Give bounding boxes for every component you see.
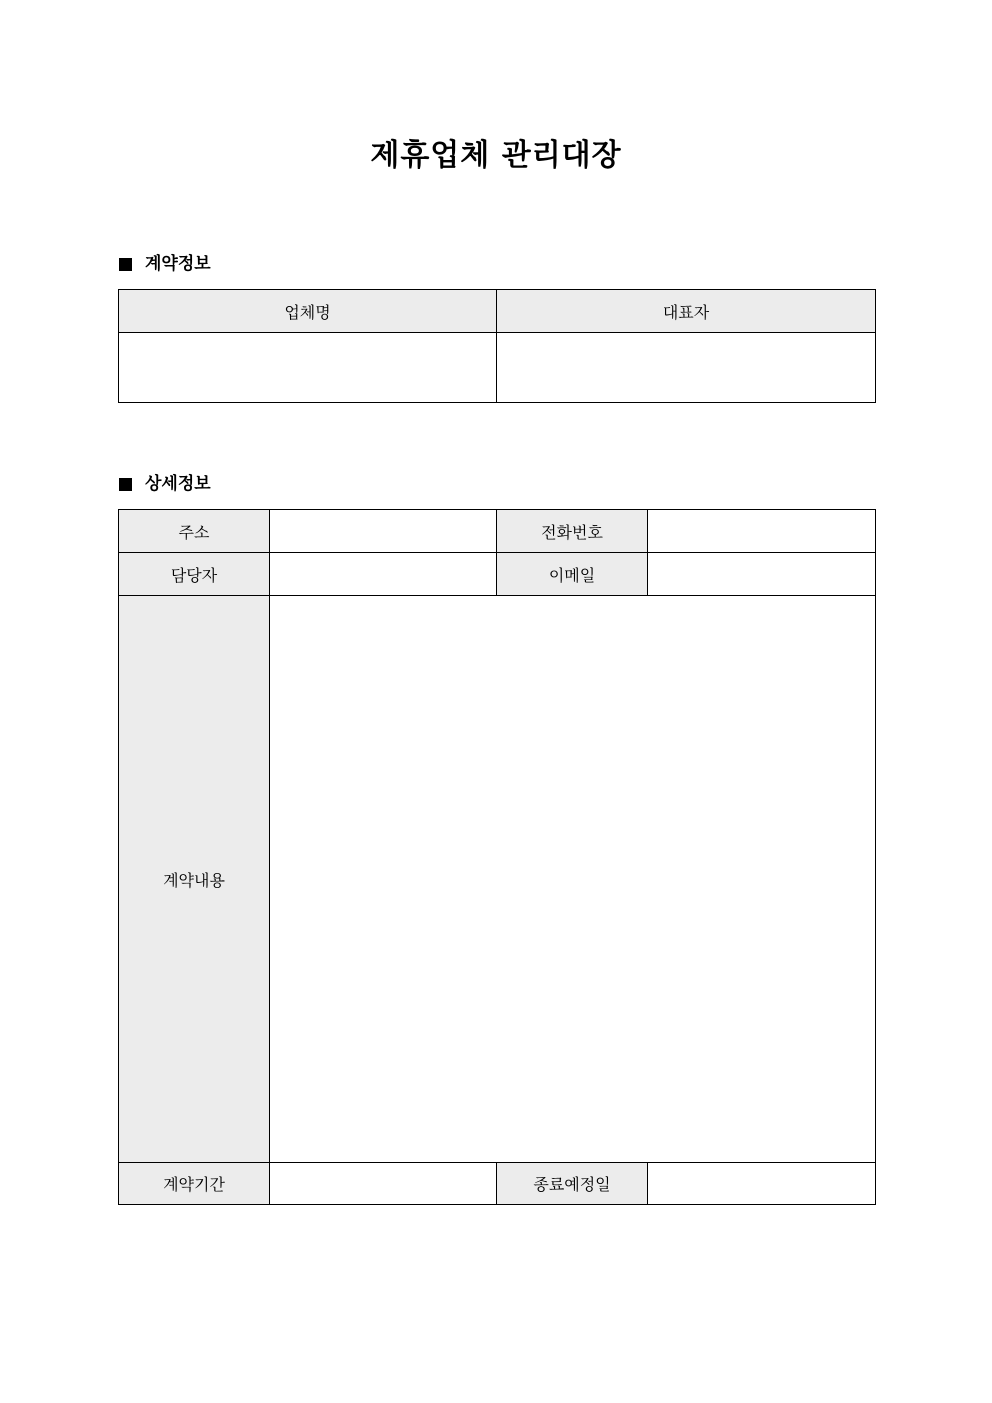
contract-period-cell[interactable]: [270, 1163, 497, 1205]
page-title: 제휴업체 관리대장: [370, 138, 622, 173]
contract-content-label: 계약내용: [119, 596, 270, 1163]
contract-info-table: [118, 289, 876, 403]
end-date-cell[interactable]: [648, 1163, 876, 1205]
period-enddate-row: [119, 1163, 876, 1205]
manager-cell[interactable]: [270, 553, 497, 596]
contract-period-label: 계약기간: [119, 1163, 270, 1205]
address-cell[interactable]: [270, 510, 497, 553]
phone-label: 전화번호: [497, 510, 648, 553]
representative-cell[interactable]: [497, 333, 876, 403]
manager-email-row: [119, 553, 876, 596]
contract-info-value-row: [119, 333, 876, 403]
square-bullet-icon: [119, 478, 132, 491]
company-name-cell[interactable]: [119, 333, 497, 403]
detail-info-table: [118, 509, 876, 1205]
contract-content-cell[interactable]: [270, 596, 876, 1163]
detail-info-heading-text: 상세정보: [145, 474, 211, 494]
square-bullet-icon: [119, 258, 132, 271]
contract-content-row: [119, 596, 876, 1163]
detail-info-heading: [119, 472, 211, 496]
representative-header: 대표자: [497, 290, 876, 333]
manager-label: 담당자: [119, 553, 270, 596]
phone-cell[interactable]: [648, 510, 876, 553]
contract-info-heading: [119, 252, 211, 276]
email-label: 이메일: [497, 553, 648, 596]
address-phone-row: [119, 510, 876, 553]
contract-info-heading-text: 계약정보: [145, 254, 211, 274]
address-label: 주소: [119, 510, 270, 553]
contract-info-header-row: [119, 290, 876, 333]
email-cell[interactable]: [648, 553, 876, 596]
end-date-label: 종료예정일: [497, 1163, 648, 1205]
company-name-header: 업체명: [119, 290, 497, 333]
